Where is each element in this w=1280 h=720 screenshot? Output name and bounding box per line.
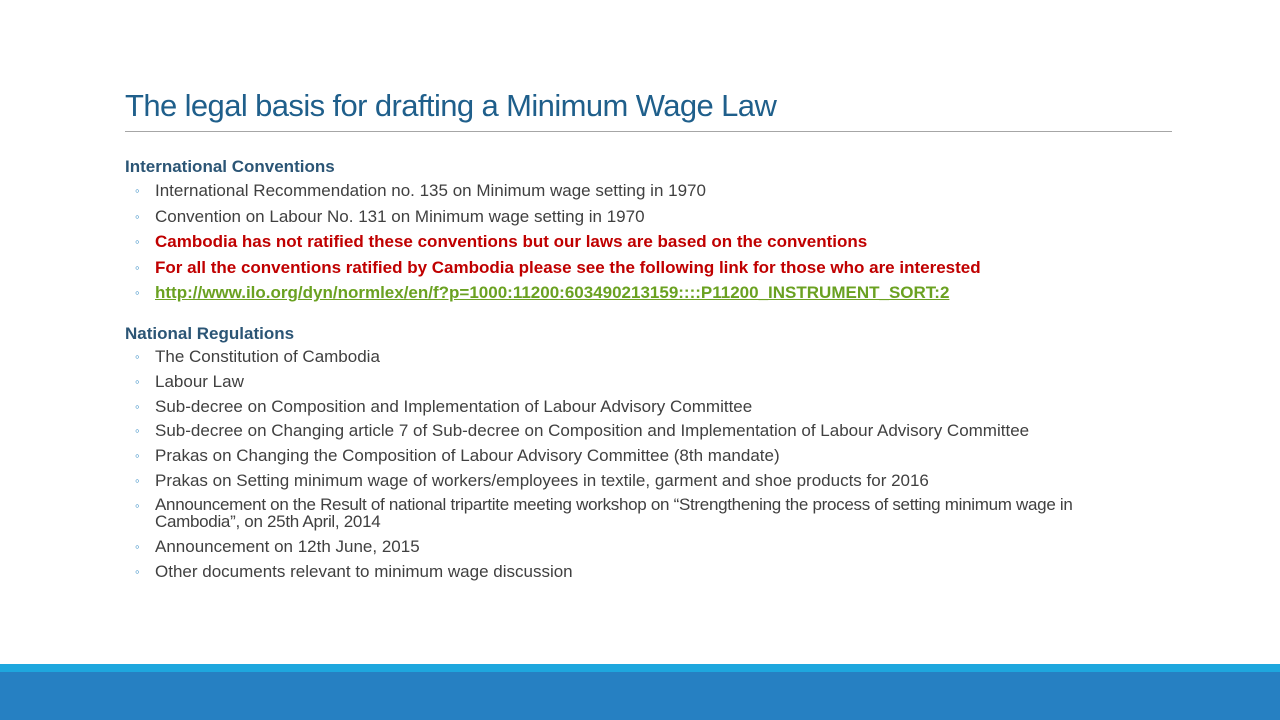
international-conventions-list [125,181,1155,309]
bullet-icon: ◦ [135,208,140,224]
list-item [125,562,1155,587]
list-item [125,537,1155,562]
list-item [125,421,1155,446]
national-regulations-list [125,347,1155,586]
bullet-icon: ◦ [135,234,140,250]
bullet-icon: ◦ [135,373,140,389]
list-item-text: Announcement on the Result of national tripartite meeting workshop on “Strengthening the process of setting minimum wage in Cambodia”, on 25th April, 2014 [155,494,1073,531]
list-item [125,232,1155,258]
list-item-text: Announcement on 12th June, 2015 [155,536,420,556]
bullet-icon: ◦ [135,563,140,579]
title-divider [125,131,1172,132]
bullet-icon: ◦ [135,538,140,554]
list-item-text: Other documents relevant to minimum wage discussion [155,561,573,581]
list-item [125,347,1155,372]
bullet-icon: ◦ [135,183,140,198]
footer-band [0,672,1280,720]
list-item [125,397,1155,422]
list-item-text: Prakas on Setting minimum wage of workers/employees in textile, garment and shoe products for 2016 [155,470,929,490]
list-item [125,446,1155,471]
bullet-icon: ◦ [135,497,140,513]
bullet-icon: ◦ [135,448,140,464]
footer-stripe [0,664,1280,672]
ilo-normlex-link[interactable]: http://www.ilo.org/dyn/normlex/en/f?p=1000:11200:603490213159::::P11200_INSTRUMENT_SORT:2 [155,283,950,303]
list-item [125,258,1155,284]
list-item-text: Convention on Labour No. 131 on Minimum wage setting in 1970 [155,206,645,226]
list-item-text: Sub-decree on Changing article 7 of Sub-decree on Composition and Implementation of Labour Advisory Committee [155,421,1030,441]
list-item [125,372,1155,397]
list-item [125,207,1155,233]
list-item [125,496,1155,537]
list-item-text: Labour Law [155,371,244,391]
bullet-icon: ◦ [135,472,140,488]
bullet-icon: ◦ [135,349,140,364]
bullet-icon: ◦ [135,423,140,439]
list-item-text: Prakas on Changing the Composition of Labour Advisory Committee (8th mandate) [155,446,780,466]
list-item-text: International Recommendation no. 135 on Minimum wage setting in 1970 [155,181,706,200]
emphasis-text: Cambodia has not ratified these conventions but our laws are based on the conventions [155,232,868,252]
list-item [125,283,1155,309]
list-item [125,181,1155,207]
international-conventions-heading: International Conventions [125,157,335,176]
bullet-icon: ◦ [135,259,140,275]
bullet-icon: ◦ [135,285,140,301]
emphasis-text: For all the conventions ratified by Cambodia please see the following link for those who are interested [155,257,981,277]
list-item-text: The Constitution of Cambodia [155,347,380,366]
list-item-text: Sub-decree on Composition and Implementation of Labour Advisory Committee [155,396,753,416]
list-item [125,471,1155,496]
bullet-icon: ◦ [135,398,140,414]
national-regulations-heading: National Regulations [125,324,295,343]
slide-title: The legal basis for drafting a Minimum Wage Law [125,88,777,123]
